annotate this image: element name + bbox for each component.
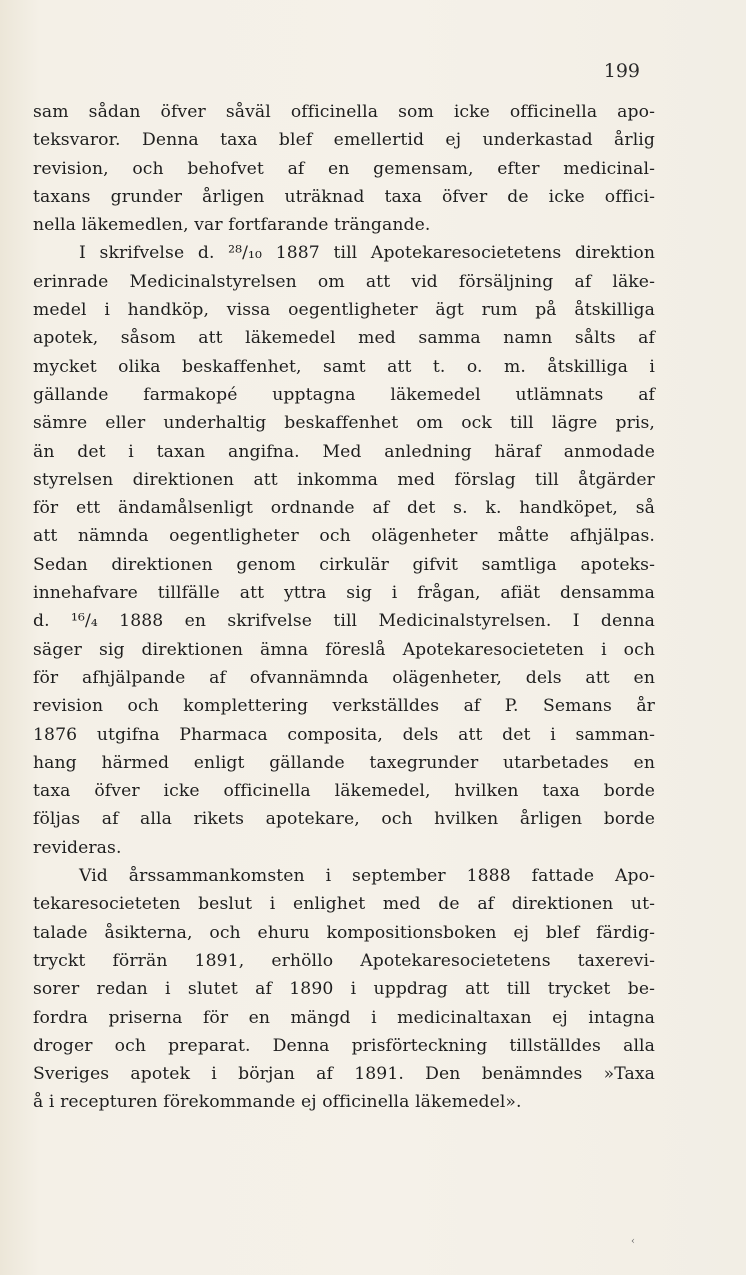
text-line: Sedan direktionen genom cirkulär gifvit samtliga apoteks- <box>33 554 655 575</box>
text-line: än det i taxan angifna. Med anledning häraf anmodade <box>33 441 655 462</box>
text-line: för ett ändamålsenligt ordnande af det s. k. handköpet, så <box>33 498 655 519</box>
text-line: hang härmed enligt gällande taxegrunder utarbetades en <box>33 752 655 773</box>
text-line: teksvaror. Denna taxa blef emellertid ej underkastad årlig <box>33 130 655 151</box>
text-line: säger sig direktionen ämna föreslå Apotekaresocieteten i och <box>33 639 655 660</box>
text-line: revideras. <box>33 837 122 858</box>
printer-mark: ‹ <box>631 1236 635 1247</box>
text-line: å i recepturen förekommande ej officinella läkemedel». <box>33 1092 522 1113</box>
text-line: nella läkemedlen, var fortfarande trängande. <box>33 215 431 236</box>
text-line: taxa öfver icke officinella läkemedel, hvilken taxa borde <box>33 781 655 802</box>
text-line: styrelsen direktionen att inkomma med förslag till åtgärder <box>33 469 655 490</box>
text-line: d. ¹⁶/₄ 1888 en skrifvelse till Medicinalstyrelsen. I denna <box>33 611 655 632</box>
text-line: revision, och behofvet af en gemensam, efter medicinal- <box>33 158 655 179</box>
text-line: följas af alla rikets apotekare, och hvilken årligen borde <box>33 809 655 830</box>
text-line: talade åsikterna, och ehuru kompositionsboken ej blef färdig- <box>33 922 655 943</box>
text-line: apotek, såsom att läkemedel med samma namn sålts af <box>33 328 655 349</box>
text-line: innehafvare tillfälle att yttra sig i frågan, afiät densamma <box>33 583 655 604</box>
page-number: 199 <box>603 60 640 82</box>
text-line: droger och preparat. Denna prisförteckning tillställdes alla <box>33 1035 655 1056</box>
text-line: revision och komplettering verkställdes af P. Semans år <box>33 696 655 717</box>
text-line: 1876 utgifna Pharmaca composita, dels att det i samman- <box>33 724 655 745</box>
text-line: Sveriges apotek i början af 1891. Den benämndes »Taxa <box>33 1064 655 1085</box>
text-line: sorer redan i slutet af 1890 i uppdrag att till trycket be- <box>33 979 655 1000</box>
text-line: medel i handköp, vissa oegentligheter ägt rum på åtskilliga <box>33 300 655 321</box>
text-line: för afhjälpande af ofvannämnda olägenheter, dels att en <box>33 667 655 688</box>
body-text <box>33 98 655 1117</box>
text-line: tekaresocieteten beslut i enlighet med de af direktionen ut- <box>33 894 655 915</box>
text-line: mycket olika beskaffenhet, samt att t. o. m. åtskilliga i <box>33 356 655 377</box>
text-line: I skrifvelse d. ²⁸/₁₀ 1887 till Apotekaresocietetens direktion <box>79 243 655 264</box>
text-line: tryckt förrän 1891, erhöllo Apotekaresocietetens taxerevi- <box>33 950 655 971</box>
text-line: fordra priserna för en mängd i medicinaltaxan ej intagna <box>33 1007 655 1028</box>
text-line: sam sådan öfver såväl officinella som icke officinella apo- <box>33 102 655 122</box>
text-line: sämre eller underhaltig beskaffenhet om ock till lägre pris, <box>33 413 655 434</box>
text-line: gällande farmakopé upptagna läkemedel utlämnats af <box>33 384 655 405</box>
text-line: taxans grunder årligen uträknad taxa öfver de icke offici- <box>33 186 655 207</box>
text-line: att nämnda oegentligheter och olägenheter måtte afhjälpas. <box>33 526 655 547</box>
text-line: erinrade Medicinalstyrelsen om att vid försäljning af läke- <box>33 271 655 292</box>
text-line: Vid årssammankomsten i september 1888 fattade Apo- <box>79 866 655 887</box>
